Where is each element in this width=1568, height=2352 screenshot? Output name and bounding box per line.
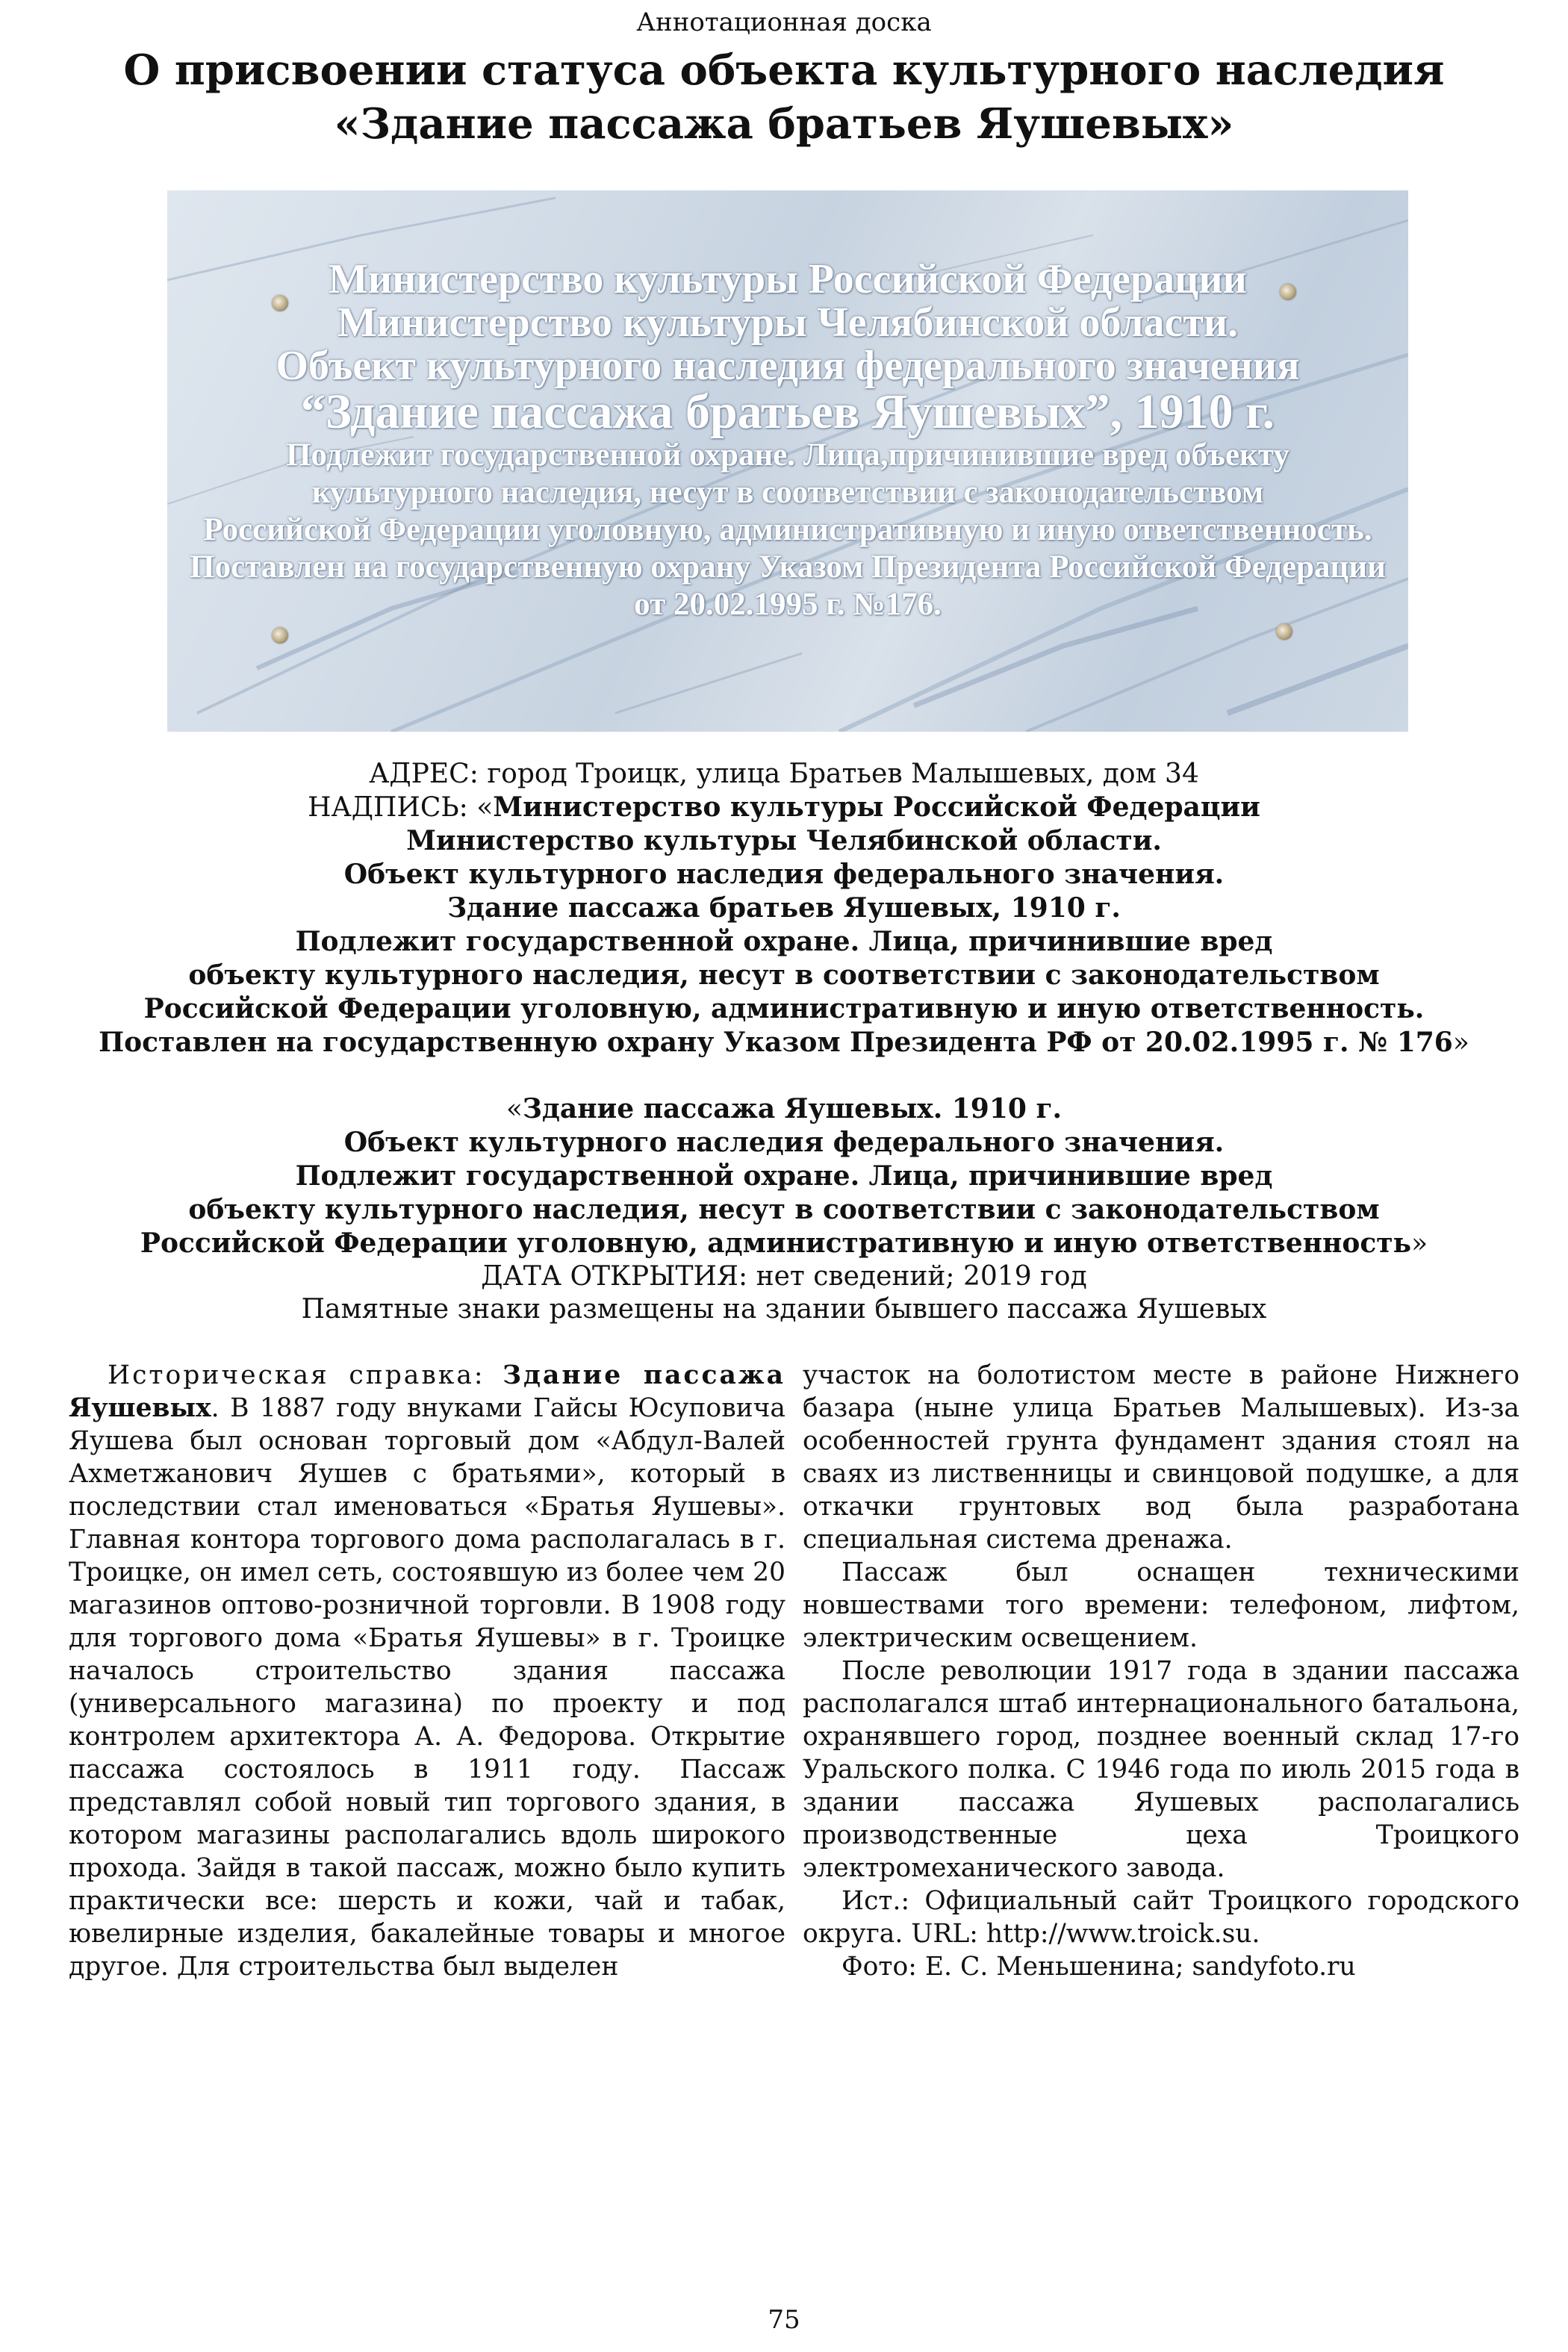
article-paragraph: После революции 1917 года в здании пассажа располагался штаб интернационального батальона, охранявшего город, позднее военный склад 17-го Уральского полка. С 1946 года по июль 2015 года в здании пассажа Яушевых располагались производственные цеха Троицкого электромеханического завода. xyxy=(803,1656,1519,1883)
screw-icon xyxy=(1276,623,1292,640)
inscription-line: объекту культурного наследия, несут в соответствии с законодательством xyxy=(188,959,1380,991)
placement-note: Памятные знаки размещены на здании бывшего пассажа Яушевых xyxy=(301,1294,1267,1325)
screw-icon xyxy=(272,627,288,644)
plaque-line: от 20.02.1995 г. №176. xyxy=(634,587,942,622)
article-paragraph: Пассаж был оснащен техническими новшествами того времени: телефоном, лифтом, электрическим освещением. xyxy=(803,1558,1519,1653)
inscription2-line: Подлежит государственной охране. Лица, причинившие вред xyxy=(295,1160,1273,1192)
inscription-line: Объект культурного наследия федерального значения. xyxy=(343,859,1225,890)
plaque-line: Министерство культуры Челябинской области. xyxy=(337,299,1239,346)
title-line-2: «Здание пассажа братьев Яушевых» xyxy=(334,99,1234,149)
inscription-line: Министерство культуры Челябинской области. xyxy=(406,825,1162,856)
document-kicker: Аннотационная доска xyxy=(636,7,932,37)
inscription2-line: объекту культурного наследия, несут в соответствии с законодательством xyxy=(188,1194,1380,1225)
plaque-line: Поставлен на государственную охрану Указом Президента Российской Федерации xyxy=(190,550,1386,585)
plaque-inscription xyxy=(167,258,1408,623)
opening-date: ДАТА ОТКРЫТИЯ: нет сведений; 2019 год xyxy=(481,1261,1087,1292)
article-paragraph: Историческая справка: Здание пассажа Яушевых. В 1887 году внуками Гайсы Юсуповича Яушева был основан торговый дом «Абдул-Валей Ахметжанович Яушев с братьями», который в последствии стал именоваться «Братья Яушевы». Главная контора торгового дома располагалась в г. Троицке, он имел сеть, состоявшую из более чем 20 магазинов оптово-розничной торговли. В 1908 году для торгового дома «Братья Яушевы» в г. Троицке началось строительство здания пассажа (универсального магазина) по проекту и под контролем архитектора А. А. Федорова. Открытие пассажа состоялось в 1911 году. Пассаж представлял собой новый тип торгового здания, в котором магазины располагались вдоль широкого прохода. Зайдя в такой пассаж, можно было купить практически все: шерсть и кожи, чай и табак, ювелирные изделия, бакалейные товары и многое другое. Для строительства был выделен xyxy=(69,1360,785,1982)
page-number: 75 xyxy=(768,2305,800,2335)
plaque-line: Объект культурного наследия федерального значения xyxy=(276,343,1300,389)
source-citation: Ист.: Официальный сайт Троицкого городского округа. URL: http://www.troick.su. xyxy=(803,1886,1519,1949)
plaque-line: Подлежит государственной охране. Лица,причинившие вред объекту xyxy=(286,438,1289,473)
monument-info xyxy=(0,758,1568,1326)
inscription-line: Здание пассажа братьев Яушевых, 1910 г. xyxy=(447,892,1121,924)
plaque-line: культурного наследия, несут в соответствии с законодательством xyxy=(311,475,1264,510)
inscription2-line: «Здание пассажа Яушевых. 1910 г. xyxy=(505,1093,1063,1124)
inscription2-line: Российской Федерации уголовную, административную и иную ответственность» xyxy=(140,1228,1428,1259)
article-left-column xyxy=(69,1359,785,1983)
article-right-column xyxy=(803,1359,1519,1983)
address-line: АДРЕС: город Троицк, улица Братьев Малышевых, дом 34 xyxy=(369,759,1199,789)
inscription2-line: Объект культурного наследия федерального значения. xyxy=(343,1127,1225,1158)
photo-credit: Фото: Е. С. Меньшенина; sandyfoto.ru xyxy=(841,1952,1356,1982)
document-title xyxy=(0,43,1568,151)
plaque-line: Министерство культуры Российской Федерации xyxy=(329,256,1247,302)
inscription-line: Российской Федерации уголовную, административную и иную ответственность. xyxy=(143,993,1425,1024)
plaque-line: Российской Федерации уголовную, административную и иную ответственность. xyxy=(203,512,1372,547)
plaque-line: “Здание пассажа братьев Яушевых”, 1910 г. xyxy=(300,385,1275,439)
title-line-1: О присвоении статуса объекта культурного наследия xyxy=(123,46,1445,95)
inscription-line: НАДПИСЬ: «Министерство культуры Российской Федерации xyxy=(308,791,1260,823)
inscription-line: Поставлен на государственную охрану Указом Президента РФ от 20.02.1995 г. № 176» xyxy=(99,1027,1469,1058)
article-paragraph: участок на болотистом месте в районе Нижнего базара (ныне улица Братьев Малышевых). Из-за особенностей грунта фундамент здания стоял на сваях из лиственницы и свинцовой подушке, а для откачки грунтовых вод была разработана специальная система дренажа. xyxy=(803,1360,1519,1555)
inscription-line: Подлежит государственной охране. Лица, причинившие вред xyxy=(295,926,1273,957)
plaque-photo xyxy=(167,190,1408,732)
